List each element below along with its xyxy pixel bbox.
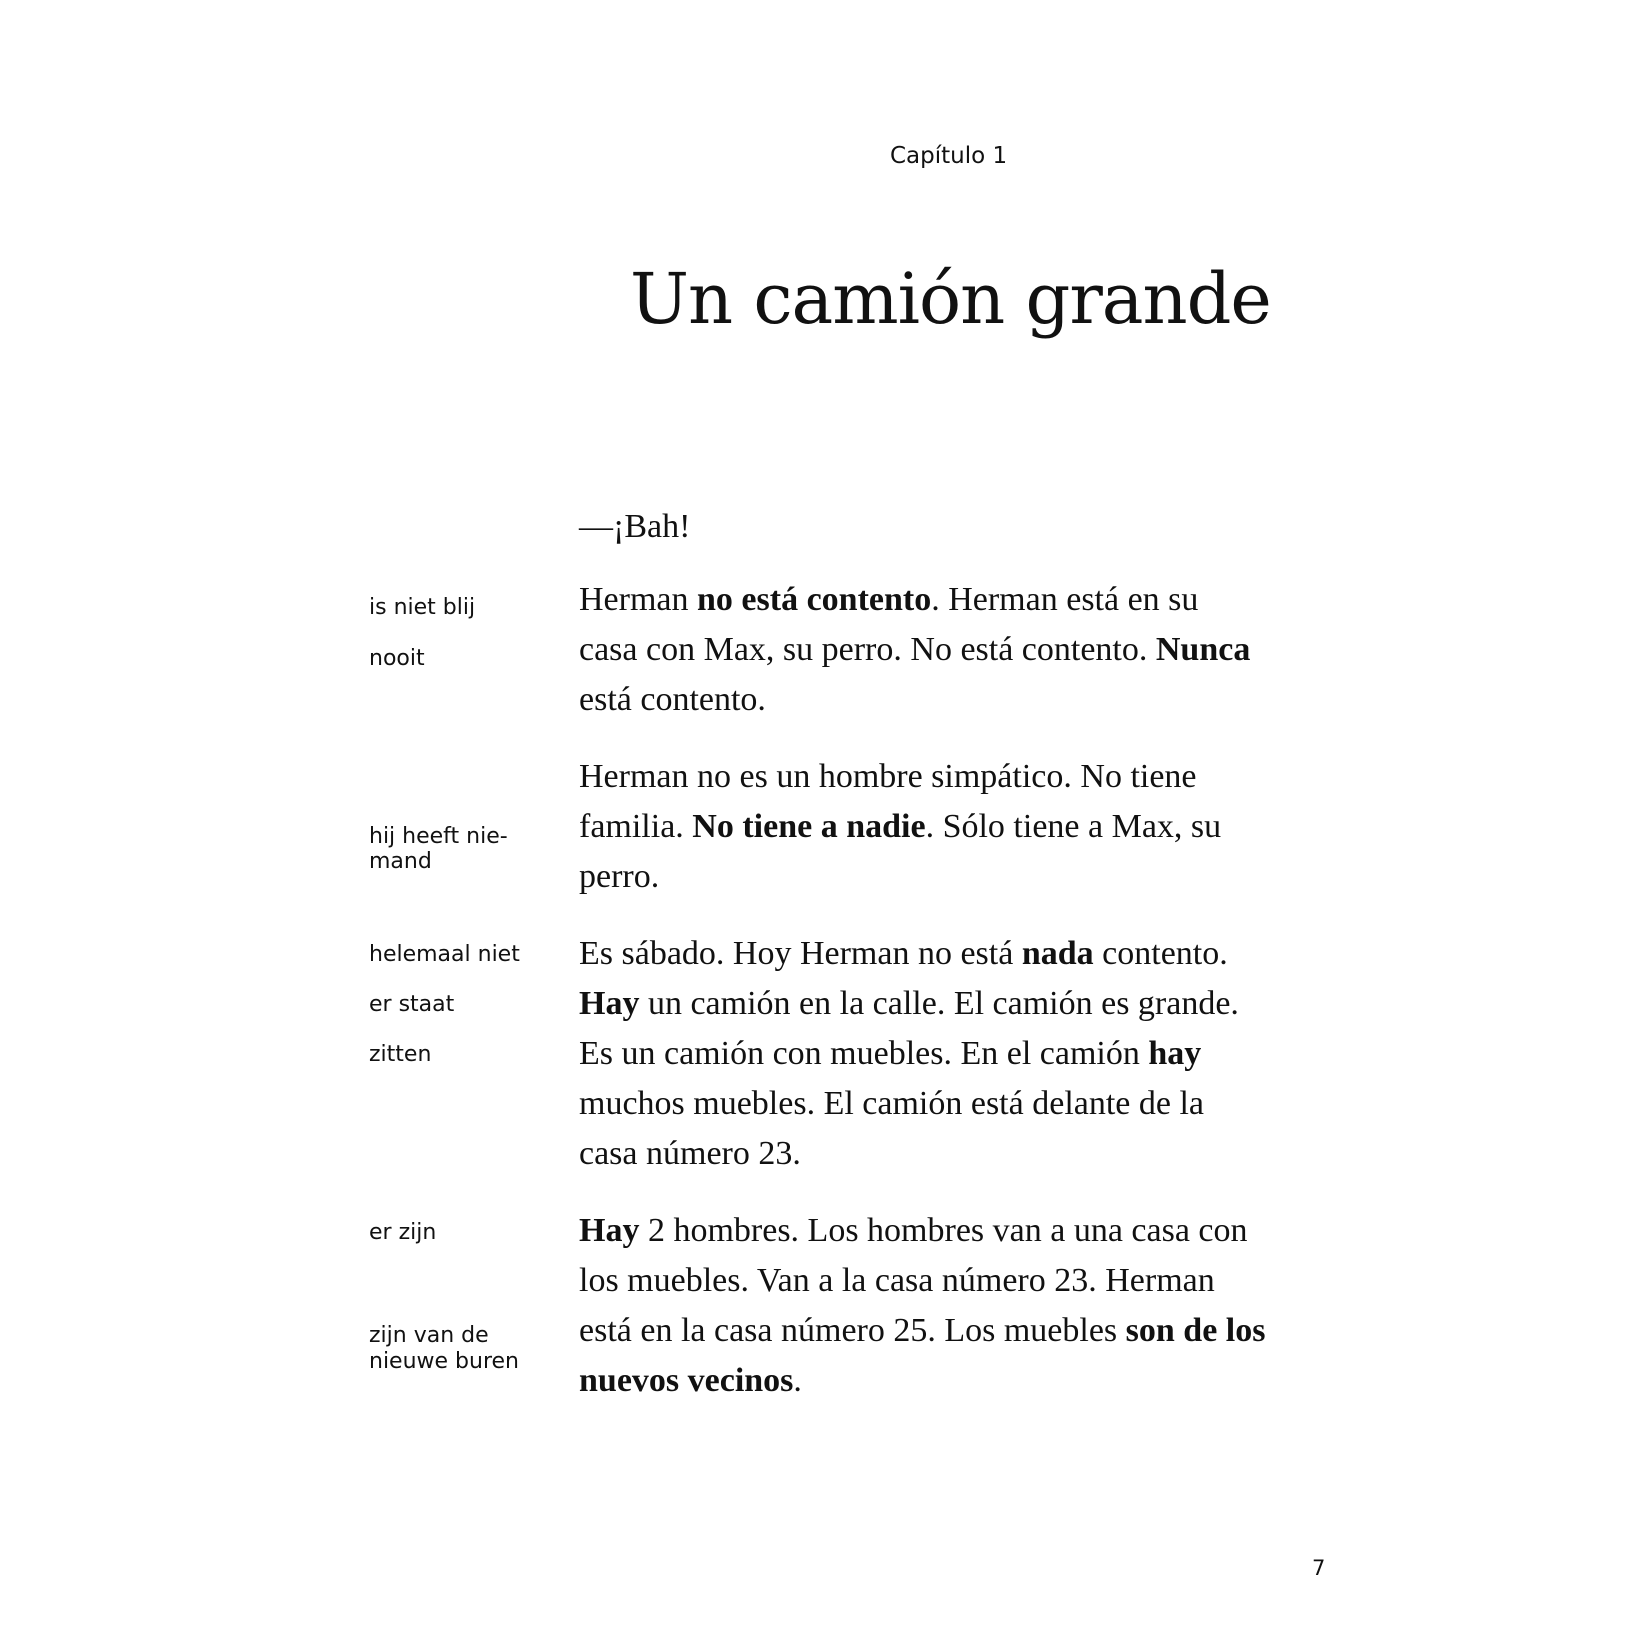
text-line: muchos muebles. El camión está delante de la [579, 1085, 1205, 1122]
chapter-title: Un camión grande [630, 258, 1271, 340]
highlighted-term: son de los [1125, 1312, 1266, 1349]
gloss-er-zijn: er zijn [369, 1220, 437, 1245]
gloss-is-niet-blij: is niet blij [369, 595, 476, 620]
text-line: está contento. [579, 681, 766, 718]
highlighted-term: Hay [579, 985, 640, 1022]
highlighted-term: nuevos vecinos [579, 1362, 794, 1399]
text-line: —¡Bah! [579, 508, 691, 545]
text-line: Es sábado. Hoy Herman no está nada contento. [579, 935, 1228, 972]
gloss-hij-heeft-niemand-2: mand [369, 849, 432, 874]
gloss-zitten: zitten [369, 1042, 432, 1067]
highlighted-term: no está contento [697, 581, 932, 618]
chapter-label: Capítulo 1 [890, 143, 1008, 169]
gloss-nooit: nooit [369, 646, 425, 671]
text-line: Hay un camión en la calle. El camión es grande. [579, 985, 1239, 1022]
text-line: Herman no es un hombre simpático. No tiene [579, 758, 1197, 795]
gloss-hij-heeft-niemand-1: hij heeft nie- [369, 824, 508, 849]
gloss-helemaal-niet: helemaal niet [369, 942, 520, 967]
text-line: Hay 2 hombres. Los hombres van a una casa con [579, 1212, 1248, 1249]
text-line: casa número 23. [579, 1135, 801, 1172]
text-line: está en la casa número 25. Los muebles son de los [579, 1312, 1266, 1349]
text-line: Herman no está contento. Herman está en su [579, 581, 1199, 618]
gloss-zijn-van-de: zijn van de [369, 1323, 489, 1348]
highlighted-term: No tiene a nadie [692, 808, 926, 845]
text-line: Es un camión con muebles. En el camión hay [579, 1035, 1202, 1072]
gloss-nieuwe-buren: nieuwe buren [369, 1349, 520, 1374]
text-line: perro. [579, 858, 660, 895]
highlighted-term: Nunca [1155, 631, 1251, 668]
text-line: casa con Max, su perro. No está contento. Nunca [579, 631, 1251, 668]
page-number: 7 [1312, 1556, 1326, 1580]
text-line: los muebles. Van a la casa número 23. Herman [579, 1262, 1215, 1299]
highlighted-term: Hay [579, 1212, 640, 1249]
highlighted-term: nada [1021, 935, 1094, 972]
highlighted-term: hay [1148, 1035, 1202, 1072]
text-line: familia. No tiene a nadie. Sólo tiene a Max, su [579, 808, 1222, 845]
text-line: nuevos vecinos. [579, 1362, 802, 1399]
gloss-er-staat: er staat [369, 992, 455, 1017]
